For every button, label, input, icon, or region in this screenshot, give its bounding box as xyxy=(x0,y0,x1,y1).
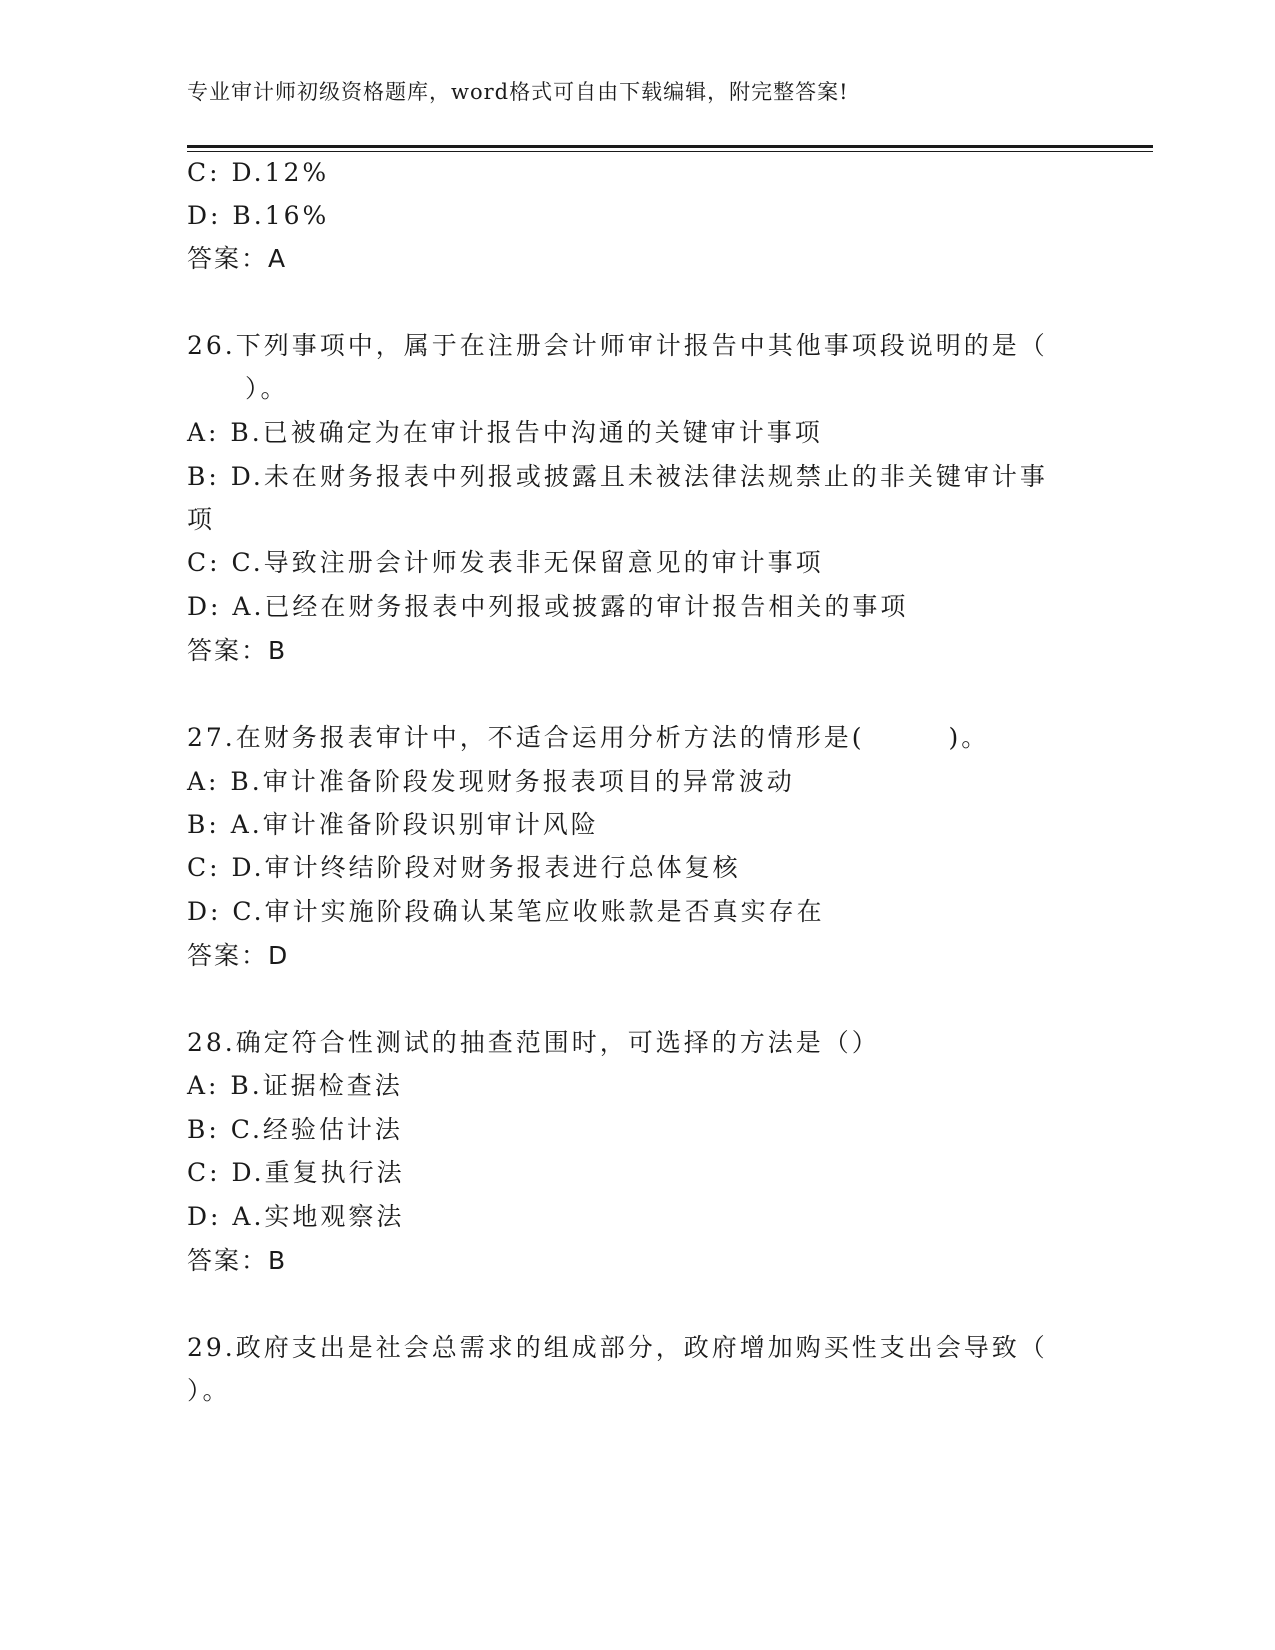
q29-stem-cont: ）。 xyxy=(187,1376,231,1405)
q26-option-c: C: C.导致注册会计师发表非无保留意见的审计事项 xyxy=(187,548,824,577)
q26-option-a: A: B.已被确定为在审计报告中沟通的关键审计事项 xyxy=(187,418,823,447)
q29-stem: 29.政府支出是社会总需求的组成部分，政府增加购买性支出会导致（ xyxy=(187,1333,1048,1362)
page-header: 专业审计师初级资格题库，word格式可自由下载编辑，附完整答案! xyxy=(187,80,849,104)
header-rule-thin xyxy=(187,151,1153,152)
q26-option-b: B: D.未在财务报表中列报或披露且未被法律法规禁止的非关键审计事 xyxy=(187,462,1048,491)
q26-option-d: D: A.已经在财务报表中列报或披露的审计报告相关的事项 xyxy=(187,592,909,621)
q28-answer: 答案：B xyxy=(187,1246,288,1275)
q27-option-b: B: A.审计准备阶段识别审计风险 xyxy=(187,810,599,839)
q27-option-a: A: B.审计准备阶段发现财务报表项目的异常波动 xyxy=(187,767,795,796)
prev-option-d: D: B.16% xyxy=(187,201,330,230)
q28-option-d: D: A.实地观察法 xyxy=(187,1202,405,1231)
q27-stem: 27.在财务报表审计中，不适合运用分析方法的情形是( )。 xyxy=(187,723,990,752)
prev-option-c: C: D.12% xyxy=(187,158,330,187)
header-rule xyxy=(187,145,1153,148)
q27-option-c: C: D.审计终结阶段对财务报表进行总体复核 xyxy=(187,853,741,882)
q26-stem-cont: ）。 xyxy=(245,374,289,403)
q26-stem: 26.下列事项中，属于在注册会计师审计报告中其他事项段说明的是（ xyxy=(187,331,1048,360)
q27-option-d: D: C.审计实施阶段确认某笔应收账款是否真实存在 xyxy=(187,897,825,926)
prev-answer: 答案：A xyxy=(187,244,288,273)
q26-answer: 答案：B xyxy=(187,636,288,665)
q26-option-b-cont: 项 xyxy=(187,505,216,534)
q27-answer: 答案：D xyxy=(187,941,290,970)
q28-option-a: A: B.证据检查法 xyxy=(187,1071,403,1100)
q28-stem: 28.确定符合性测试的抽查范围时，可选择的方法是（） xyxy=(187,1028,880,1057)
q28-option-c: C: D.重复执行法 xyxy=(187,1158,405,1187)
q28-option-b: B: C.经验估计法 xyxy=(187,1115,403,1144)
